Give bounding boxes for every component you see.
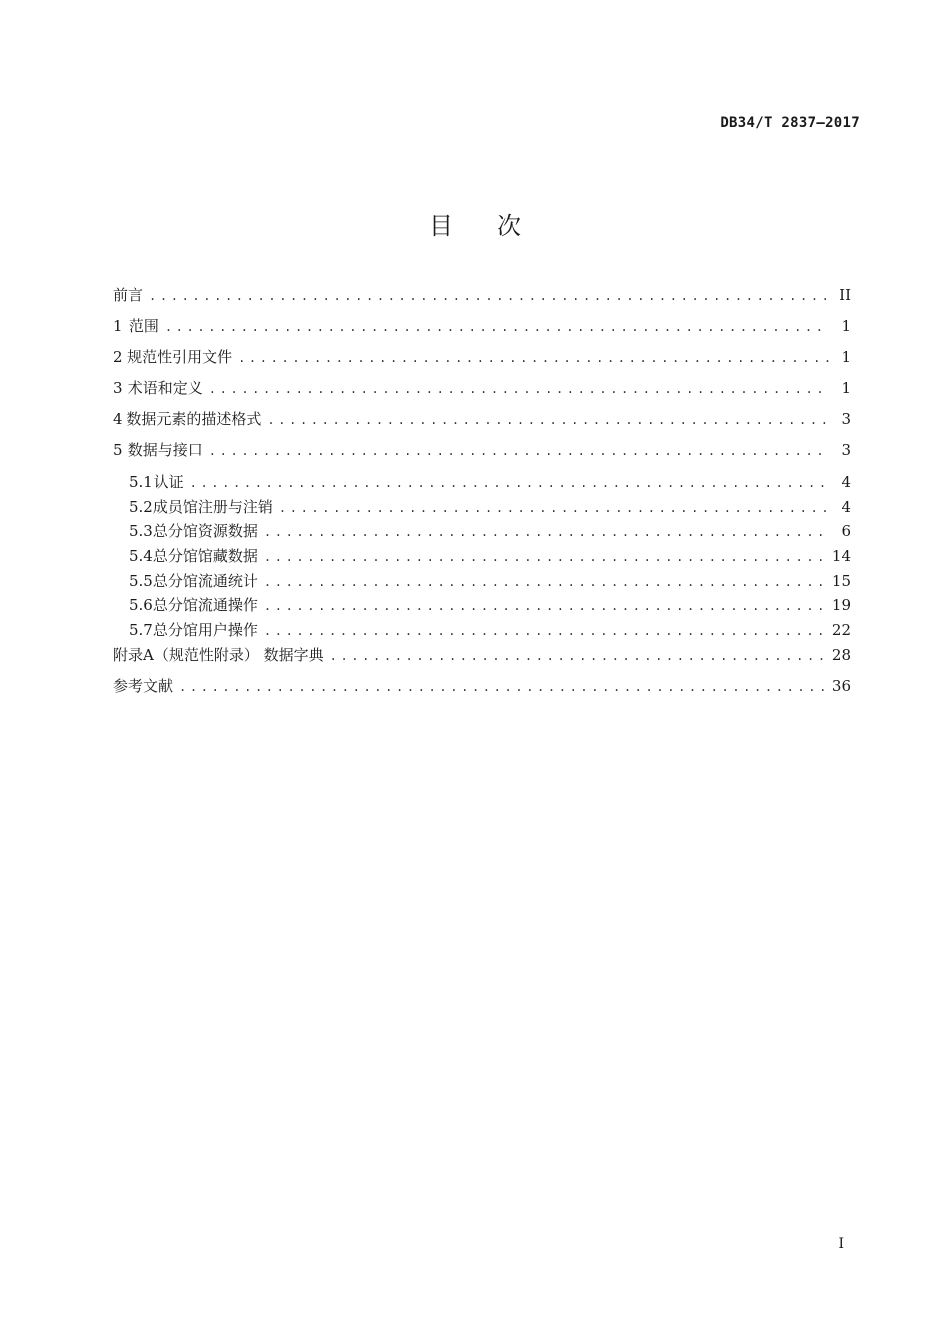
toc-entry[interactable] bbox=[113, 409, 851, 440]
toc-entry-number: 3 bbox=[113, 379, 123, 397]
toc-entry[interactable] bbox=[113, 347, 851, 378]
toc-leader-dots bbox=[264, 596, 826, 616]
toc-entry[interactable] bbox=[113, 440, 851, 471]
toc-leader-dots bbox=[264, 547, 826, 567]
toc-entry-page: 6 bbox=[841, 522, 851, 541]
toc-entry-label: 范围 bbox=[128, 317, 159, 335]
toc-entry-page: 3 bbox=[841, 441, 851, 459]
toc-entry-label: 数据与接口 bbox=[127, 441, 203, 459]
toc-entry-page: 3 bbox=[841, 410, 851, 428]
toc-entry-label: 总分馆流通统计 bbox=[152, 571, 258, 590]
toc-entry-label: 前言 bbox=[113, 286, 144, 304]
toc-entry-number: 5.6 bbox=[129, 596, 153, 615]
toc-entry[interactable] bbox=[113, 595, 851, 620]
toc-entry[interactable] bbox=[113, 620, 851, 645]
toc-entry-label: 总分馆用户操作 bbox=[152, 621, 258, 640]
toc-entry-label: 参考文献 bbox=[113, 676, 174, 695]
page-number: I bbox=[838, 1236, 844, 1252]
toc-entry-page: 4 bbox=[841, 473, 851, 491]
toc-entry-number: 2 bbox=[113, 348, 123, 366]
toc-entry-page: 22 bbox=[831, 621, 851, 640]
toc-entry-page: 1 bbox=[841, 317, 851, 335]
toc-entry-label: 附录A（规范性附录） 数据字典 bbox=[113, 645, 324, 664]
toc-entry[interactable] bbox=[113, 285, 851, 316]
toc-entry-label: 总分馆资源数据 bbox=[152, 522, 258, 541]
toc-entry[interactable] bbox=[113, 497, 851, 522]
document-code: DB34/T 2837—2017 bbox=[720, 115, 860, 131]
toc-entry-number: 4 bbox=[113, 410, 123, 428]
toc-entry-label: 规范性引用文件 bbox=[127, 348, 233, 366]
toc-entry-number: 5.1 bbox=[129, 473, 153, 491]
toc-entry-number: 1 bbox=[113, 317, 123, 335]
table-of-contents bbox=[113, 285, 851, 707]
toc-entry-label: 认证 bbox=[153, 473, 184, 491]
toc-leader-dots bbox=[279, 498, 829, 518]
toc-entry[interactable] bbox=[113, 316, 851, 347]
toc-entry-page: 14 bbox=[831, 547, 851, 566]
toc-entry-label: 成员馆注册与注销 bbox=[152, 497, 273, 516]
toc-entry-number: 5.4 bbox=[129, 547, 153, 566]
toc-leader-dots bbox=[267, 410, 829, 430]
toc-leader-dots bbox=[209, 441, 829, 461]
toc-leader-dots bbox=[190, 473, 829, 493]
toc-leader-dots bbox=[330, 646, 826, 666]
toc-entry-page: II bbox=[839, 286, 851, 304]
toc-entry[interactable] bbox=[113, 378, 851, 409]
toc-entry-label: 总分馆流通操作 bbox=[152, 596, 258, 615]
toc-entry-page: 28 bbox=[831, 645, 851, 664]
toc-entry[interactable] bbox=[113, 521, 851, 546]
toc-entry[interactable] bbox=[113, 472, 851, 497]
toc-entry-number: 5.7 bbox=[129, 621, 153, 640]
toc-entry-number: 5.3 bbox=[129, 522, 153, 541]
toc-entry-number: 5 bbox=[113, 441, 123, 459]
toc-entry[interactable] bbox=[113, 676, 851, 707]
toc-leader-dots bbox=[264, 522, 829, 542]
toc-entry-label: 数据元素的描述格式 bbox=[126, 410, 262, 428]
toc-entry-page: 1 bbox=[841, 379, 851, 397]
toc-leader-dots bbox=[149, 286, 829, 306]
toc-entry-page: 4 bbox=[841, 497, 851, 516]
page-title: 目次 bbox=[429, 212, 565, 240]
toc-leader-dots bbox=[264, 621, 826, 641]
toc-entry-number: 5.2 bbox=[129, 497, 153, 516]
toc-leader-dots bbox=[179, 677, 826, 697]
toc-leader-dots bbox=[238, 348, 829, 368]
toc-entry[interactable] bbox=[113, 571, 851, 596]
toc-entry-page: 36 bbox=[831, 676, 851, 695]
toc-entry[interactable] bbox=[113, 546, 851, 571]
toc-entry-page: 15 bbox=[831, 571, 851, 590]
toc-leader-dots bbox=[165, 317, 829, 337]
toc-leader-dots bbox=[209, 379, 829, 399]
toc-entry-label: 总分馆馆藏数据 bbox=[152, 547, 258, 566]
toc-entry-page: 19 bbox=[831, 596, 851, 615]
toc-entry-number: 5.5 bbox=[129, 571, 153, 590]
toc-entry[interactable] bbox=[113, 645, 851, 676]
toc-leader-dots bbox=[264, 572, 826, 592]
toc-entry-page: 1 bbox=[841, 348, 851, 366]
toc-entry-label: 术语和定义 bbox=[127, 379, 203, 397]
